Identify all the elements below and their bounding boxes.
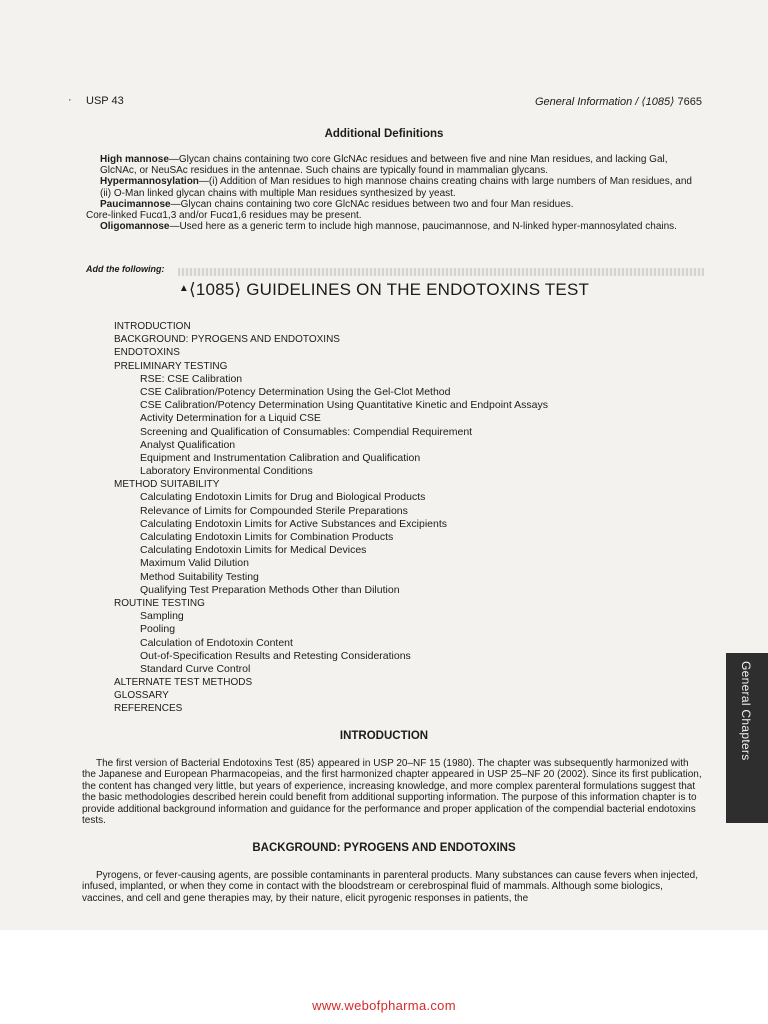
- toc-item: Out-of-Specification Results and Retesting Considerations: [140, 649, 411, 662]
- bullet-mark: ·: [68, 94, 72, 106]
- general-chapters-tab: [726, 653, 768, 823]
- additional-definitions-title: Additional Definitions: [324, 128, 444, 140]
- toc-item: ENDOTOXINS: [114, 347, 180, 359]
- toc-item: Sampling: [140, 610, 184, 623]
- definition-hypermannosylation: Hypermannosylation—(i) Addition of Man residues to high mannose chains creating chains with large numbers of Man residues, and (ii) O-Man linked glycan chains with multiple Man residues synthesized by yeast.: [100, 176, 692, 199]
- toc-item: Calculating Endotoxin Limits for Medical Devices: [140, 544, 367, 557]
- toc-item: Standard Curve Control: [140, 662, 251, 675]
- revision-marker-icon: ▲: [178, 283, 189, 294]
- toc-item: Pooling: [140, 623, 176, 636]
- header-page-number: 7665: [677, 96, 702, 108]
- definition-high-mannose: High mannose—Glycan chains containing two core GlcNAc residues and between five and nine Man residues, and lacking Gal, GlcNAc, or NeuSAc residues in the antennae. Such chains are typically found in mammalian glycans.: [100, 154, 668, 177]
- scan-noise-bar: [178, 268, 704, 276]
- header-chapter-name: General Information / ⟨1085⟩: [535, 96, 675, 108]
- toc-item: Maximum Valid Dilution: [140, 557, 249, 570]
- header-chapter-ref: [535, 95, 702, 108]
- definition-core-linked: Core-linked Fucα1,3 and/or Fucα1,6 residues may be present.: [86, 210, 362, 222]
- toc-item: Laboratory Environmental Conditions: [140, 465, 313, 478]
- chapter-title: [0, 280, 768, 300]
- toc-item: Equipment and Instrumentation Calibration and Qualification: [140, 451, 421, 464]
- toc-item: CSE Calibration/Potency Determination Using the Gel-Clot Method: [140, 385, 451, 398]
- toc-item: METHOD SUITABILITY: [114, 479, 220, 491]
- chapter-title-text: ⟨1085⟩ GUIDELINES ON THE ENDOTOXINS TEST: [189, 280, 590, 299]
- toc-item: Screening and Qualification of Consumables: Compendial Requirement: [140, 425, 473, 438]
- toc-item: GLOSSARY: [114, 690, 169, 702]
- introduction-paragraph: The first version of Bacterial Endotoxins Test ⟨85⟩ appeared in USP 20–NF 15 (1980). The chapter was subsequently harmonized with the Japanese and European Pharmacopeias, and the first harmonized chapter appeared in USP 25–NF 20 (2002). Since its first publication, the content has changed very little, but years of experience, increasing knowledge, and more complex parenteral formulations suggest that the basic methodologies described herein could benefit from additional supporting information. The purpose of this information chapter is to provide additional background information and guidance for the performance and proper application of the compendial bacterial endotoxins tests.: [82, 758, 702, 827]
- toc-item: Analyst Qualification: [140, 438, 236, 451]
- toc-item: Qualifying Test Preparation Methods Other than Dilution: [140, 583, 400, 596]
- toc-item: Calculating Endotoxin Limits for Active Substances and Excipients: [140, 517, 447, 530]
- toc-item: CSE Calibration/Potency Determination Using Quantitative Kinetic and Endpoint Assays: [140, 399, 548, 412]
- toc-item: Calculation of Endotoxin Content: [140, 636, 293, 649]
- toc-item: INTRODUCTION: [114, 321, 191, 332]
- toc-item: RSE: CSE Calibration: [140, 372, 243, 385]
- footer-watermark-link[interactable]: www.webofpharma.com: [312, 998, 456, 1013]
- header-usp-edition: USP 43: [86, 95, 124, 107]
- toc-item: Method Suitability Testing: [140, 570, 259, 583]
- toc-item: ALTERNATE TEST METHODS: [114, 677, 253, 689]
- toc-item: REFERENCES: [114, 703, 183, 715]
- toc-item: Relevance of Limits for Compounded Sterile Preparations: [140, 504, 408, 517]
- side-tab-label: General Chapters: [739, 661, 753, 761]
- background-heading: BACKGROUND: PYROGENS AND ENDOTOXINS: [252, 842, 516, 854]
- toc-item: Calculating Endotoxin Limits for Combination Products: [140, 531, 394, 543]
- table-of-contents: [114, 320, 548, 716]
- toc-item: Activity Determination for a Liquid CSE: [140, 412, 321, 425]
- toc-item: ROUTINE TESTING: [114, 597, 205, 609]
- toc-item: PRELIMINARY TESTING: [114, 360, 228, 372]
- toc-item: BACKGROUND: PYROGENS AND ENDOTOXINS: [114, 334, 340, 346]
- definitions-block: [86, 154, 704, 232]
- background-paragraph: Pyrogens, or fever-causing agents, are possible contaminants in parenteral products. Many substances can cause fevers when injected, infused, implanted, or when they come in contact with the bloodstream or cerebrospinal fluid of mammals. Although some biologics, vaccines, and cell and gene therapies may, by their nature, elicit pyrogenic responses in patients, the: [82, 870, 698, 904]
- toc-item: Calculating Endotoxin Limits for Drug and Biological Products: [140, 491, 426, 504]
- definition-oligomannose: Oligomannose—Used here as a generic term to include high mannose, paucimannose, and N-linked hyper-mannosylated chains.: [100, 221, 677, 233]
- add-the-following-note: Add the following:: [86, 264, 165, 274]
- definition-paucimannose: Paucimannose—Glycan chains containing two core GlcNAc residues between two and four Man residues.: [100, 198, 574, 210]
- introduction-heading: INTRODUCTION: [339, 730, 429, 742]
